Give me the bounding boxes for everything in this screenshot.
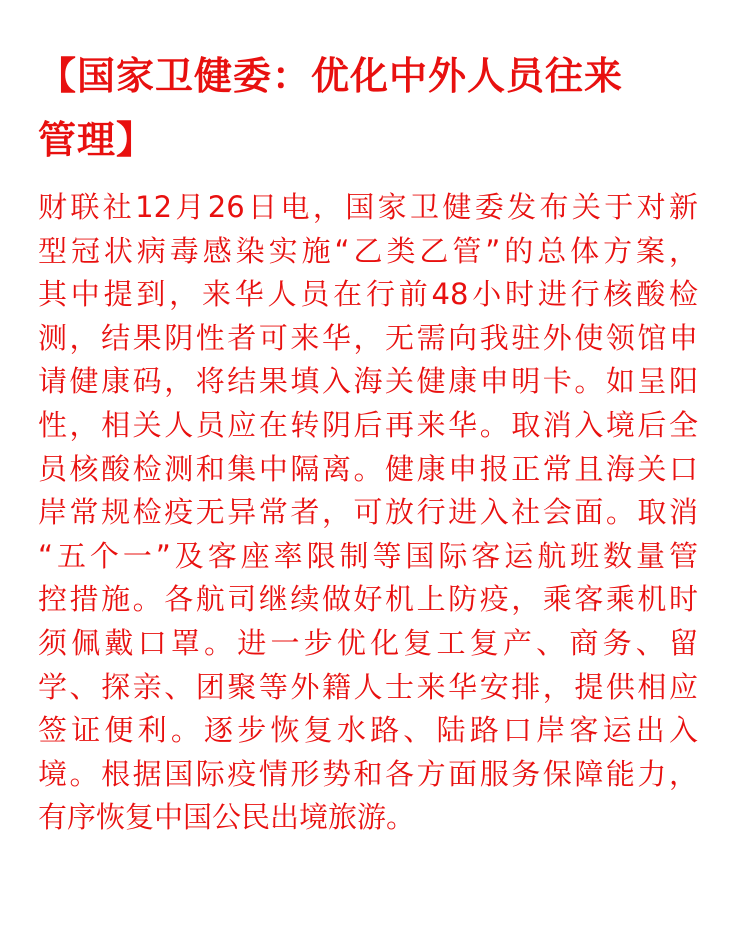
article-body (38, 186, 698, 840)
body-line: 控措施。各航司继续做好机上防疫，乘客乘机时 (38, 582, 698, 617)
body-line: 性，相关人员应在转阴后再来华。取消入境后全 (38, 407, 698, 442)
body-line: 财联社12月26日电，国家卫健委发布关于对新 (38, 190, 698, 224)
headline-line: 管理】 (38, 117, 156, 162)
body-line: 岸常规检疫无异常者，可放行进入社会面。取消 (38, 495, 698, 530)
body-line: 有序恢复中国公民出境旅游。 (38, 800, 416, 835)
body-line: 员核酸检测和集中隔离。健康申报正常且海关口 (38, 451, 698, 486)
body-line: 签证便利。逐步恢复水路、陆路口岸客运出入 (38, 713, 698, 748)
body-line: “五个一”及客座率限制等国际客运航班数量管 (38, 538, 698, 573)
body-line: 测，结果阴性者可来华，无需向我驻外使领馆申 (38, 320, 698, 355)
body-line: 境。根据国际疫情形势和各方面服务保障能力， (38, 756, 698, 791)
headline (38, 44, 688, 172)
headline-line: 【国家卫健委：优化中外人员往来 (38, 53, 624, 98)
body-line: 请健康码，将结果填入海关健康申明卡。如呈阳 (38, 364, 698, 399)
body-line: 其中提到，来华人员在行前48小时进行核酸检 (38, 277, 698, 312)
body-line: 型冠状病毒感染实施“乙类乙管”的总体方案， (38, 233, 698, 268)
body-line: 须佩戴口罩。进一步优化复工复产、商务、留 (38, 625, 698, 660)
body-line: 学、探亲、团聚等外籍人士来华安排，提供相应 (38, 669, 698, 704)
